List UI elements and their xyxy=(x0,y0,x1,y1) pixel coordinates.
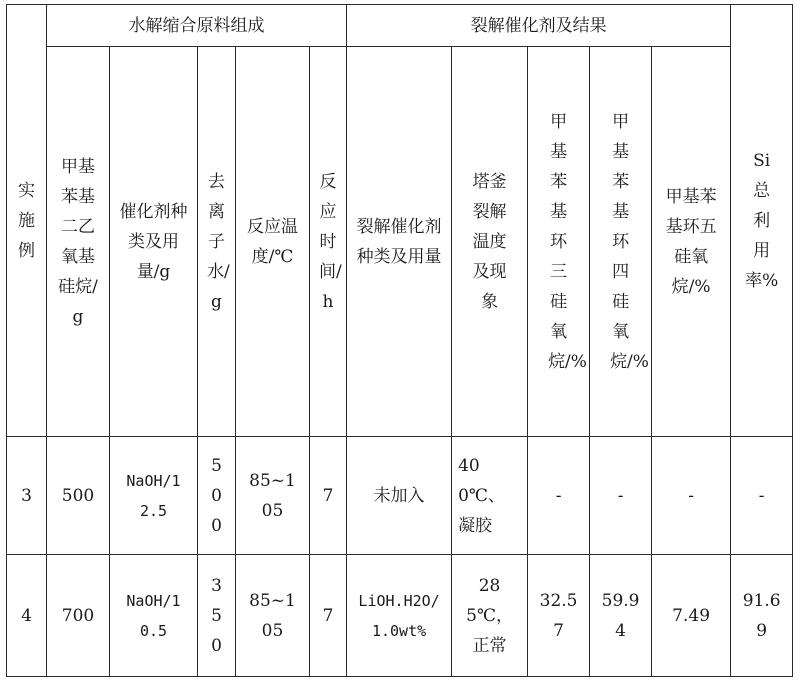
header-row-groups xyxy=(7,5,793,47)
cell-crack-catalyst: LiOH.H2O/1.0wt% xyxy=(347,555,452,677)
header-row-columns xyxy=(7,47,793,437)
table-row xyxy=(7,437,793,555)
cell-example: 3 xyxy=(7,437,47,555)
cell-time: 7 xyxy=(310,555,347,677)
cell-si-total: 91.69 xyxy=(731,555,793,677)
cell-crack-catalyst: 未加入 xyxy=(347,437,452,555)
header-crack-catalyst: 裂解催化剂种类及用量 xyxy=(347,47,452,437)
cell-silane: 500 xyxy=(47,437,110,555)
header-kettle: 塔釜裂解温度及现象 xyxy=(452,47,528,437)
cell-temp: 85~105 xyxy=(236,437,310,555)
cell-pentasiloxane: - xyxy=(652,437,731,555)
header-tetrasiloxane: 甲基苯基环四硅氧烷/% xyxy=(590,47,652,437)
results-table xyxy=(6,4,793,677)
cell-silane: 700 xyxy=(47,555,110,677)
cell-water: 350 xyxy=(198,555,236,677)
cell-trisiloxane: - xyxy=(528,437,590,555)
cell-time: 7 xyxy=(310,437,347,555)
header-si-total: Si总利用率% xyxy=(731,5,793,437)
header-group-cracking: 裂解催化剂及结果 xyxy=(347,5,731,47)
header-catalyst: 催化剂种类及用量/g xyxy=(110,47,198,437)
cell-temp: 85~105 xyxy=(236,555,310,677)
header-temp: 反应温度/℃ xyxy=(236,47,310,437)
cell-tetrasiloxane: - xyxy=(590,437,652,555)
cell-example: 4 xyxy=(7,555,47,677)
cell-tetrasiloxane: 59.94 xyxy=(590,555,652,677)
cell-kettle: 285℃，正常 xyxy=(452,555,528,677)
cell-kettle: 400℃、凝胶 xyxy=(452,437,528,555)
cell-catalyst: NaOH/12.5 xyxy=(110,437,198,555)
header-silane: 甲基苯基二乙氧基硅烷/g xyxy=(47,47,110,437)
header-time: 反应时间/h xyxy=(310,47,347,437)
header-trisiloxane: 甲基苯基环三硅氧烷/% xyxy=(528,47,590,437)
cell-water: 500 xyxy=(198,437,236,555)
table-row xyxy=(7,555,793,677)
cell-si-total: - xyxy=(731,437,793,555)
cell-pentasiloxane: 7.49 xyxy=(652,555,731,677)
header-water: 去离子水/g xyxy=(198,47,236,437)
header-pentasiloxane: 甲基苯基环五硅氧烷/% xyxy=(652,47,731,437)
cell-catalyst: NaOH/10.5 xyxy=(110,555,198,677)
cell-trisiloxane: 32.57 xyxy=(528,555,590,677)
header-example: 实施例 xyxy=(7,5,47,437)
header-group-hydrolysis: 水解缩合原料组成 xyxy=(47,5,347,47)
